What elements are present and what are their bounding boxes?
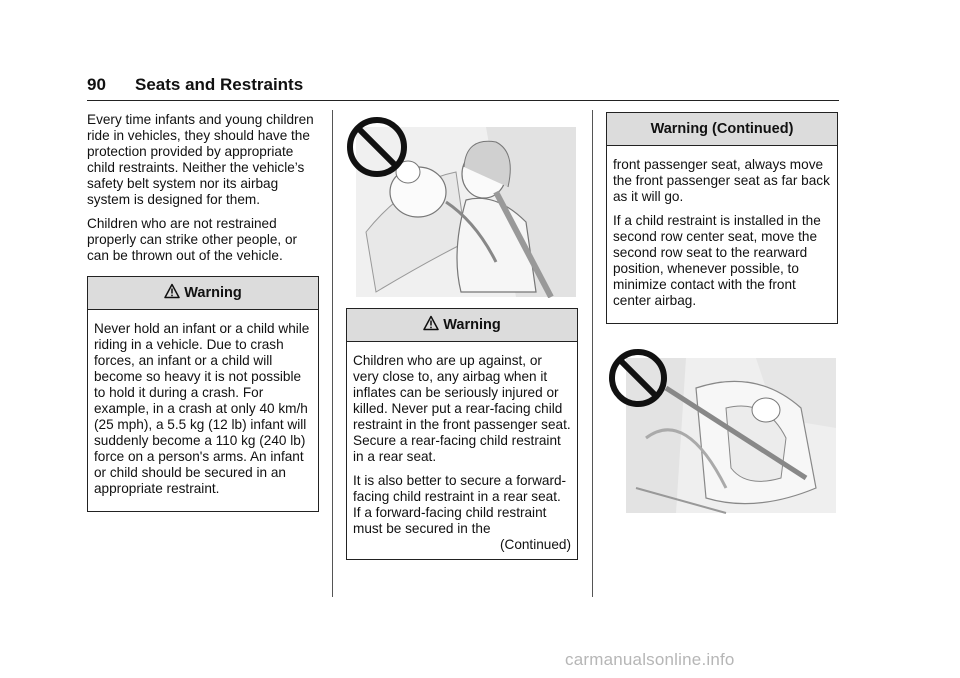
- warning-text: Children who are up against, or very close to, any airbag when it inflates can be seriously injured or killed. Never put a rear-facing child restraint in the front passenger seat. Secure a rear-facing child restraint in a rear seat.: [353, 353, 571, 464]
- warning-title: Warning: [184, 285, 242, 301]
- infant-held-illustration: [346, 112, 578, 298]
- restraint-paragraph: Children who are not restrained properly can strike other people, or can be thrown out of the vehicle.: [87, 216, 298, 263]
- warning-box: [87, 276, 319, 512]
- warning-text: Never hold an infant or a child while riding in a vehicle. Due to crash forces, an infant or a child will become so heavy it is not possible to hold it during a crash. For example, in a crash at only 40 km/h (25 mph), a 5.5 kg (12 lb) infant will suddenly become a 110 kg (240 lb) force on a person's arms. An infant or child should be secured in an appropriate restraint.: [94, 321, 310, 496]
- warning-triangle-icon: [423, 311, 439, 343]
- warning-text: front passenger seat, always move the front passenger seat as far back as it will go.: [613, 157, 830, 204]
- column-divider: [332, 110, 333, 597]
- column-1: [87, 112, 319, 512]
- warning-text: It is also better to secure a forward-facing child restraint in a rear seat. If a forward-facing child restraint must be secured in the: [353, 473, 567, 536]
- section-title: Seats and Restraints: [135, 75, 304, 94]
- column-divider: [592, 110, 593, 597]
- warning-header: [607, 113, 837, 146]
- page-number: 90: [87, 75, 106, 94]
- child-seat-illustration: [606, 348, 838, 516]
- warning-text: If a child restraint is installed in the second row center seat, move the second row seat to the rearward position, whenever possible, to minimize contact with the front center airbag.: [613, 213, 821, 308]
- page-header: [87, 72, 839, 101]
- continued-label: (Continued): [499, 537, 571, 552]
- warning-triangle-icon: [164, 279, 180, 311]
- warning-box: [346, 308, 578, 560]
- warning-title: Warning (Continued): [650, 121, 794, 137]
- watermark: carmanualsonline.info: [565, 650, 735, 669]
- warning-header: [347, 309, 577, 342]
- warning-header: [88, 277, 318, 310]
- intro-paragraph: Every time infants and young children ride in vehicles, they should have the protection provided by appropriate child restraints. Neither the vehicle’s safety belt system nor its airbag system is designed for them.: [87, 112, 314, 207]
- column-3: [606, 112, 838, 324]
- warning-box: [606, 112, 838, 324]
- warning-title: Warning: [443, 317, 501, 333]
